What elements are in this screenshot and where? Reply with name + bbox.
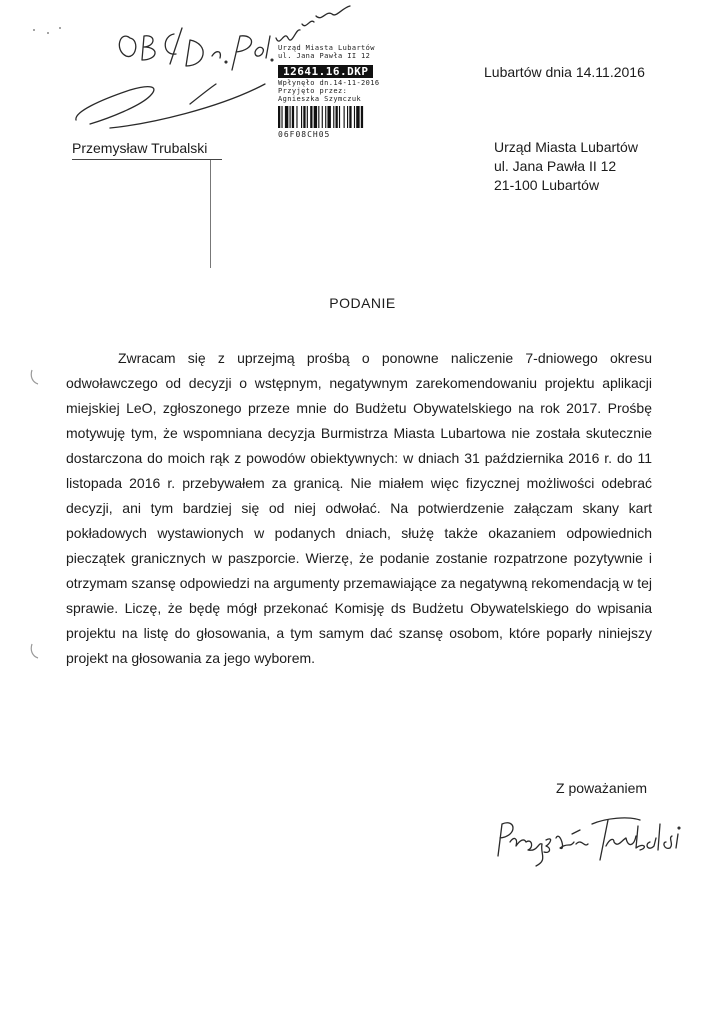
scan-edge-mark bbox=[28, 368, 42, 388]
sender-name: Przemysław Trubalski bbox=[72, 140, 208, 156]
scan-dots-mark bbox=[30, 24, 70, 38]
sender-underline bbox=[72, 159, 222, 160]
closing-phrase: Z poważaniem bbox=[556, 780, 648, 796]
stamp-received-date: Wpłynęło dn.14-11-2016 bbox=[278, 79, 380, 87]
barcode-number: 06F08CH05 bbox=[278, 130, 331, 139]
handwritten-signature bbox=[488, 808, 688, 868]
recipient-address bbox=[494, 138, 638, 195]
letter-body: Zwracam się z uprzejmą prośbą o ponowne naliczenie 7-dniowego okresu odwoławczego od decyzji o wstępnym, negatywnym zarekomendowaniu projektu aplikacji miejskiej LeO, zgłoszonego przeze mnie do Budżetu Obywatelskiego na rok 2017. Prośbę motywuję tym, że wspomniana decyzja Burmistrza Miasta Lubartowa nie została skutecznie dostarczona do moich rąk z powodów obiektywnych: w dniach 31 października 2016 r. do 11 listopada 2016 r. przebywałem za granicą. Nie miałem więc fizycznej możliwości odebrać decyzji, ani tym bardziej się od niej odwołać. Na potwierdzenie załączam skany kart pokładowych wystawionych w podanych dniach, służę także okazaniem odpowiednich pieczątek granicznych w paszporcie. Wierzę, że podanie zostanie rozpatrzone pozytywnie i otrzymam szansę odpowiedzi na argumenty przemawiające za negatywną rekomendacją w tej sprawie. Liczę, że będę mógł przekonać Komisję ds Budżetu Obywatelskiego do wpisania projektu na listę do głosowania, a tym samym dać szansę osobom, które poparły niniejszy projekt na głosowania za jego wyborem. bbox=[66, 350, 652, 666]
stamp-office-name: Urząd Miasta Lubartów bbox=[278, 44, 375, 52]
scan-edge-mark bbox=[28, 642, 42, 662]
stamp-accepted-label: Przyjęto przez: bbox=[278, 87, 348, 95]
barcode bbox=[278, 106, 403, 128]
place-and-date: Lubartów dnia 14.11.2016 bbox=[484, 64, 645, 80]
recipient-line-3: 21-100 Lubartów bbox=[494, 177, 600, 193]
sender-divider bbox=[210, 160, 211, 268]
recipient-line-1: Urząd Miasta Lubartów bbox=[494, 139, 638, 155]
document-title: PODANIE bbox=[329, 295, 396, 311]
stamp-office-address: ul. Jana Pawła II 12 bbox=[278, 52, 371, 60]
stamp-accepted-by: Agnieszka Szymczuk bbox=[278, 95, 362, 103]
recipient-line-2: ul. Jana Pawła II 12 bbox=[494, 158, 617, 174]
registry-stamp bbox=[278, 44, 410, 144]
stamp-registration-number: 12641.16.DKP bbox=[278, 65, 373, 78]
